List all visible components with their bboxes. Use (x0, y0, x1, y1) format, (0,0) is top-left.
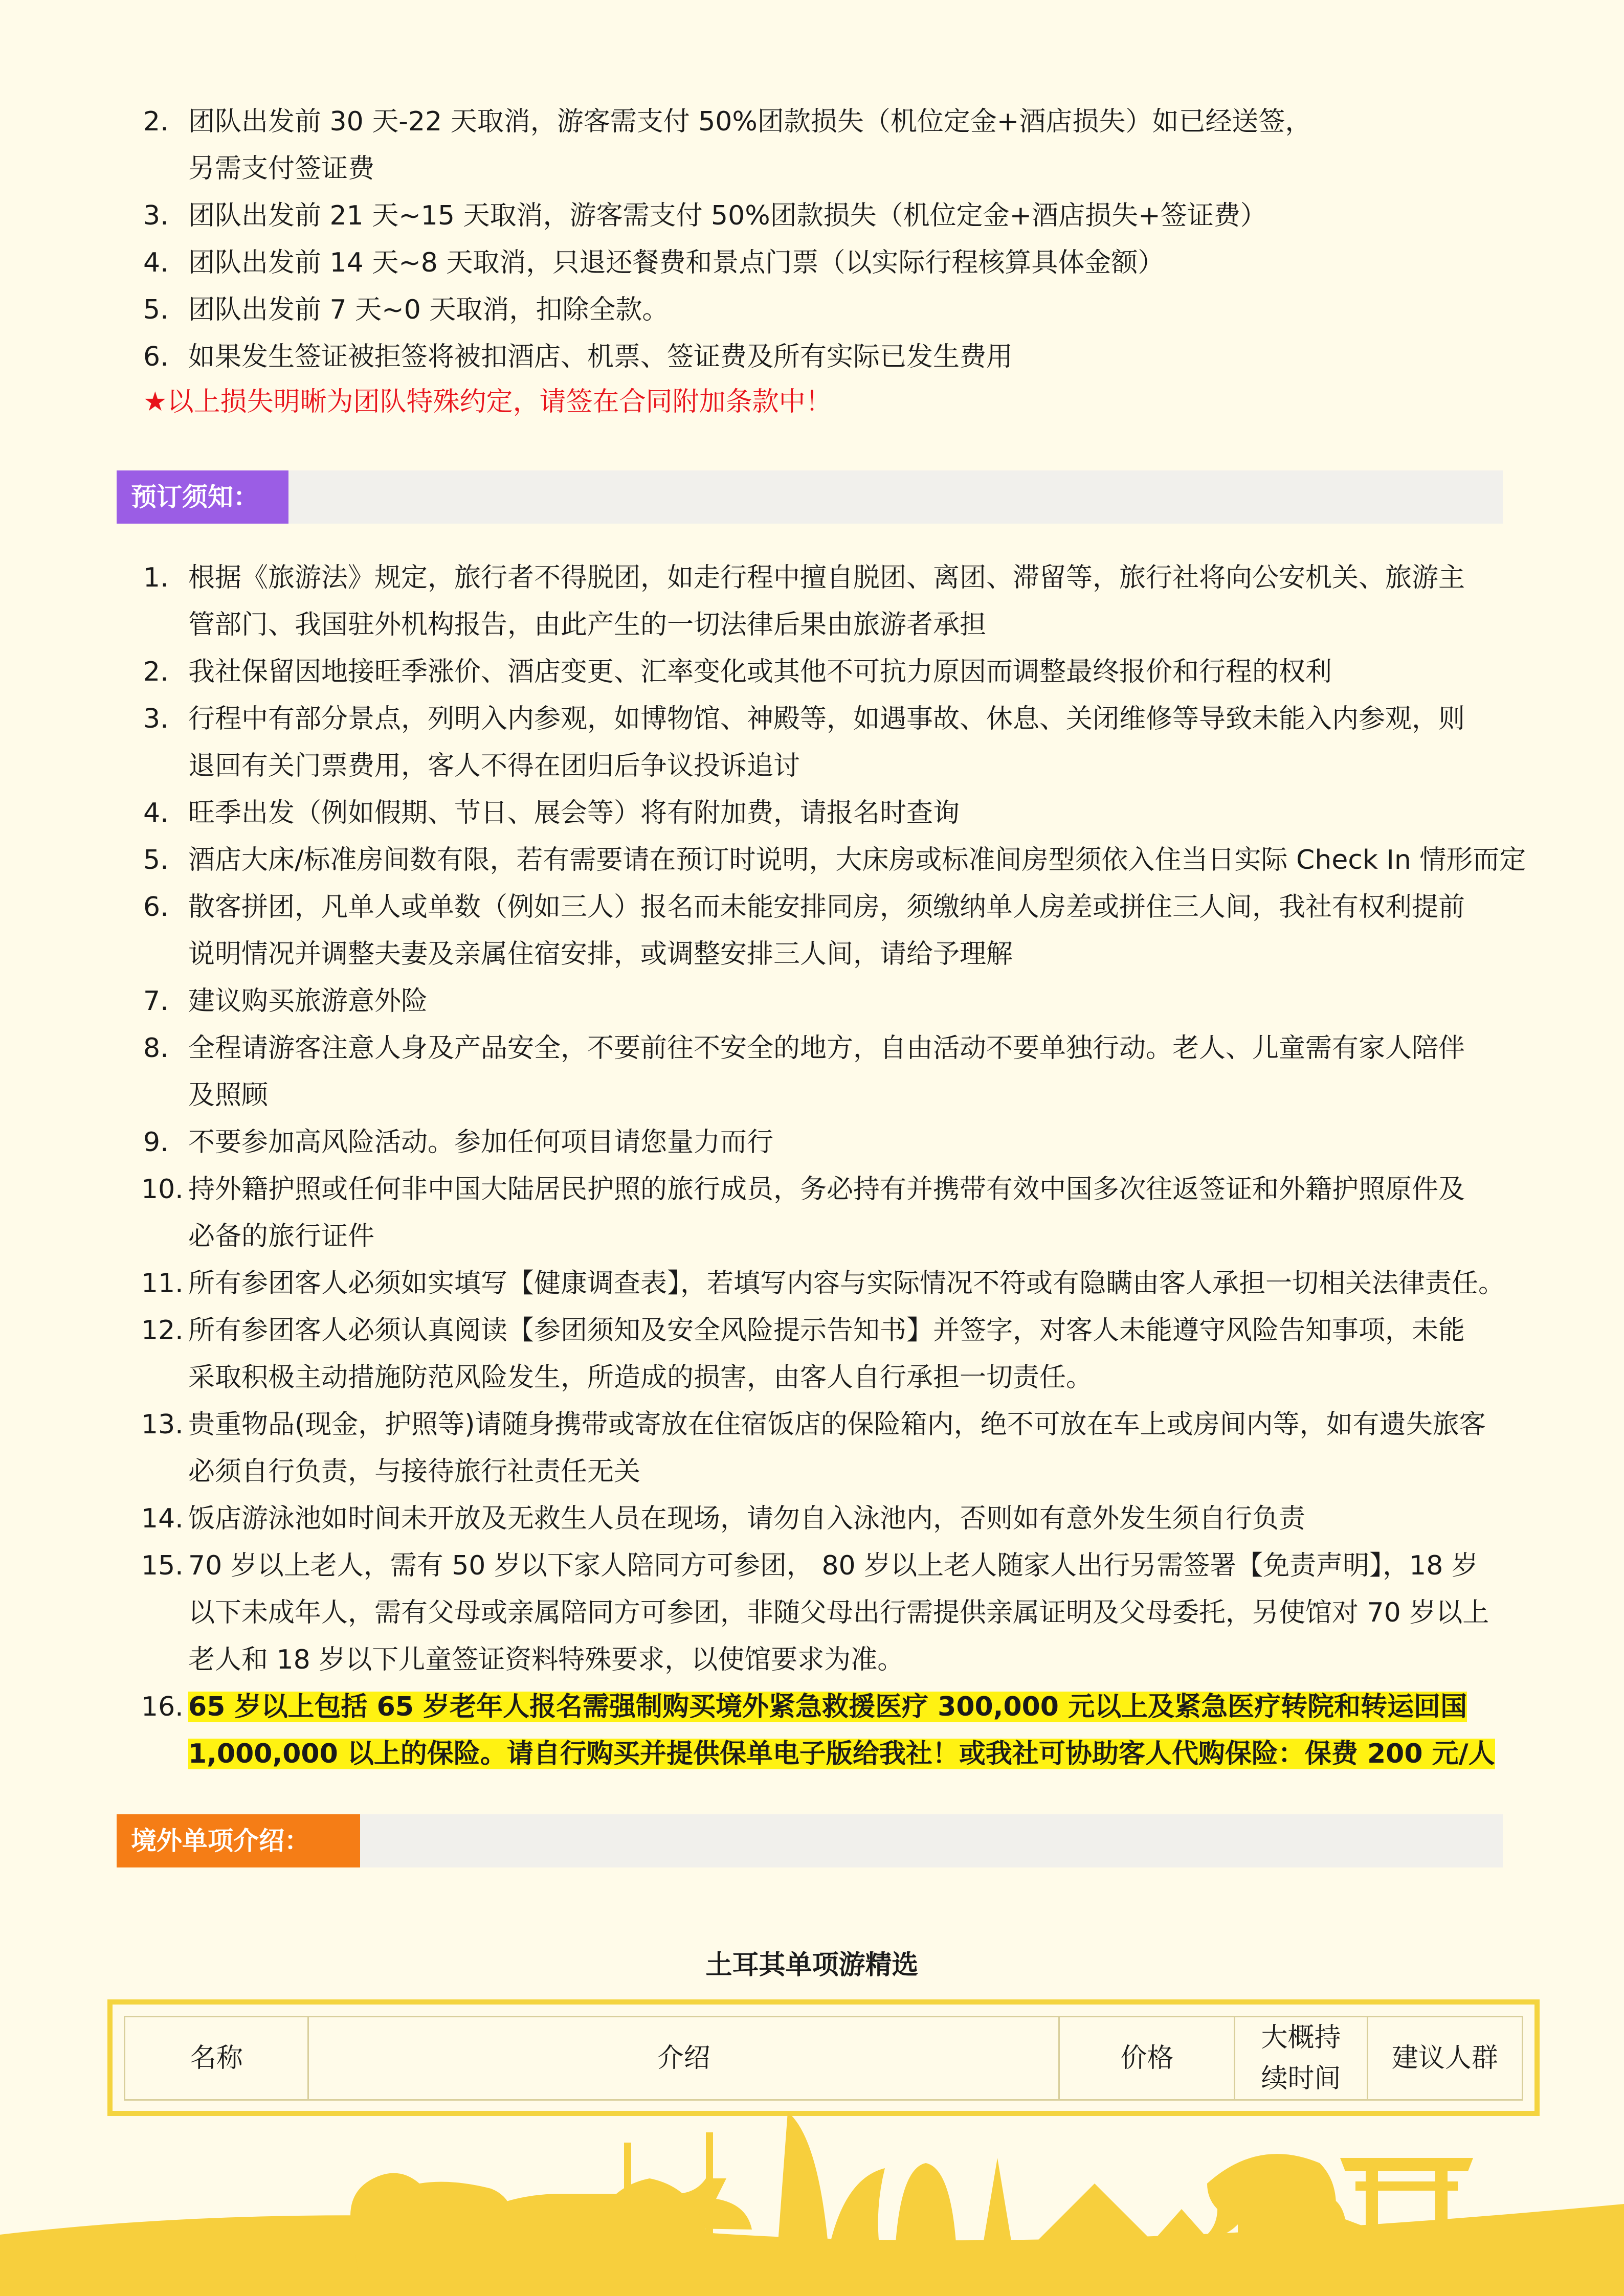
section-tag-booking: 预订须知： (117, 470, 288, 524)
highlighted-text: 1,000,000 以上的保险。请自行购买并提供保单电子版给我社！或我社可协助客人代购保险：保费 200 元/人 (188, 1739, 1495, 1769)
item-number: 3. (143, 704, 169, 734)
item-number: 1. (143, 562, 169, 593)
item-number: 7. (143, 986, 169, 1017)
item-text: 以下未成年人，需有父母或亲属陪同方可参团，非随父母出行需提供亲属证明及父母委托，另使馆对 70 岁以上 (188, 1597, 1489, 1628)
item-text: 贵重物品(现金，护照等)请随身携带或寄放在住宿饭店的保险箱内，绝不可放在车上或房间内等，如有遗失旅客 (188, 1409, 1486, 1440)
item-text: 所有参团客人必须如实填写【健康调查表】，若填写内容与实际情况不符或有隐瞒由客人承担一切相关法律责任。 (188, 1268, 1505, 1299)
list-item (143, 554, 1565, 648)
item-text: 旺季出发（例如假期、节日、展会等）将有附加费，请报名时查询 (188, 798, 960, 828)
item-text: 必备的旅行证件 (188, 1221, 375, 1252)
item-text: 团队出发前 14 天~8 天取消，只退还餐费和景点门票（以实际行程核算具体金额） (188, 247, 1165, 278)
item-text: 根据《旅游法》规定，旅行者不得脱团，如走行程中擅自脱团、离团、滞留等，旅行社将向公安机关、旅游主 (188, 562, 1465, 593)
item-number: 16. (141, 1692, 184, 1722)
item-text: 行程中有部分景点，列明入内参观，如博物馆、神殿等，如遇事故、休息、关闭维修等导致未能入内参观，则 (188, 704, 1465, 734)
item-number: 2. (143, 106, 169, 137)
item-text: 说明情况并调整夫妻及亲属住宿安排，或调整安排三人间，请给予理解 (188, 939, 1013, 970)
item-number: 9. (143, 1127, 169, 1158)
item-text: 另需支付签证费 (188, 153, 375, 184)
item-number: 15. (141, 1550, 184, 1581)
item-text: 70 岁以上老人，需有 50 岁以下家人陪同方可参团， 80 岁以上老人随家人出行另需签署【免责声明】，18 岁 (188, 1550, 1478, 1581)
item-text: 建议购买旅游意外险 (188, 986, 428, 1017)
list-item (143, 1025, 1565, 1119)
list-item (143, 884, 1565, 978)
skyline-decoration (0, 2081, 1624, 2296)
list-item (143, 695, 1565, 790)
item-text: 酒店大床/标准房间数有限，若有需要请在预订时说明，大床房或标准间房型须依入住当日实际 Check In 情形而定 (188, 845, 1526, 875)
item-number: 2. (143, 657, 169, 687)
item-number: 4. (143, 247, 169, 278)
cancellation-note: ★以上损失明晰为团队特殊约定，请签在合同附加条款中！ (143, 387, 832, 417)
col-header-intro: 介绍 (308, 2017, 1059, 2100)
list-item (143, 333, 1565, 380)
item-text: 全程请游客注意人身及产品安全，不要前往不安全的地方，自由活动不要单独行动。老人、儿童需有家人陪伴 (188, 1033, 1465, 1064)
list-item-highlight (143, 1683, 1565, 1777)
item-text: 团队出发前 7 天~0 天取消，扣除全款。 (188, 295, 669, 325)
item-text: 及照顾 (188, 1080, 269, 1111)
list-item (143, 98, 1565, 192)
item-number: 13. (141, 1409, 184, 1440)
list-item (143, 1260, 1565, 1307)
col-header-duration-line2: 续时间 (1261, 2063, 1341, 2094)
cancellation-list (143, 98, 1565, 380)
list-item (143, 286, 1565, 333)
list-item (143, 648, 1565, 695)
item-text: 团队出发前 30 天-22 天取消，游客需支付 50%团款损失（机位定金+酒店损失）如已经送签， (188, 106, 1312, 137)
item-text: 所有参团客人必须认真阅读【参团须知及安全风险提示告知书】并签字，对客人未能遵守风险告知事项，未能 (188, 1315, 1465, 1346)
item-number: 5. (143, 845, 169, 875)
list-item (143, 192, 1565, 239)
item-number: 8. (143, 1033, 169, 1064)
item-text: 退回有关门票费用，客人不得在团归后争议投诉追讨 (188, 751, 800, 781)
col-header-audience: 建议人群 (1367, 2017, 1522, 2100)
item-number: 5. (143, 295, 169, 325)
item-text: 我社保留因地接旺季涨价、酒店变更、汇率变化或其他不可抗力原因而调整最终报价和行程的权利 (188, 657, 1332, 687)
list-item (143, 1166, 1565, 1260)
col-header-name: 名称 (125, 2017, 308, 2100)
booking-list (143, 554, 1565, 1777)
item-text: 不要参加高风险活动。参加任何项目请您量力而行 (188, 1127, 774, 1158)
item-number: 12. (141, 1315, 184, 1346)
item-text: 采取积极主动措施防范风险发生，所造成的损害，由客人自行承担一切责任。 (188, 1362, 1093, 1393)
skyline-silhouette-icon (0, 2112, 1624, 2296)
list-item (143, 790, 1565, 837)
item-number: 6. (143, 892, 169, 922)
item-text: 老人和 18 岁以下儿童签证资料特殊要求，以使馆要求为准。 (188, 1645, 904, 1675)
list-item (143, 1542, 1565, 1683)
item-text: 持外籍护照或任何非中国大陆居民护照的旅行成员，务必持有并携带有效中国多次往返签证和外籍护照原件及 (188, 1174, 1465, 1205)
list-item (143, 1401, 1565, 1495)
item-text: 必须自行负责，与接待旅行社责任无关 (188, 1456, 641, 1487)
table-title: 土耳其单项游精选 (705, 1950, 919, 1980)
section-header-excursions (117, 1814, 1503, 1867)
item-text: 团队出发前 21 天~15 天取消，游客需支付 50%团款损失（机位定金+酒店损失+签证费） (188, 200, 1267, 231)
list-item (143, 837, 1565, 884)
list-item (143, 1495, 1565, 1542)
col-header-duration-line1: 大概持 (1261, 2022, 1341, 2053)
list-item (143, 239, 1565, 286)
item-number: 6. (143, 342, 169, 372)
highlighted-text: 65 岁以上包括 65 岁老年人报名需强制购买境外紧急救援医疗 300,000 元以上及紧急医疗转院和转运回国 (188, 1692, 1467, 1722)
item-number: 4. (143, 798, 169, 828)
item-text: 管部门、我国驻外机构报告，由此产生的一切法律后果由旅游者承担 (188, 610, 987, 640)
col-header-price: 价格 (1059, 2017, 1235, 2100)
section-header-booking (117, 470, 1503, 524)
list-item (143, 978, 1565, 1025)
item-number: 11. (141, 1268, 184, 1299)
item-number: 3. (143, 200, 169, 231)
item-text: 饭店游泳池如时间未开放及无救生人员在现场，请勿自入泳池内，否则如有意外发生须自行负责 (188, 1503, 1306, 1534)
item-text: 散客拼团，凡单人或单数（例如三人）报名而未能安排同房，须缴纳单人房差或拼住三人间，我社有权利提前 (188, 892, 1465, 922)
section-tag-excursions: 境外单项介绍： (117, 1814, 360, 1867)
list-item (143, 1119, 1565, 1166)
item-text: 如果发生签证被拒签将被扣酒店、机票、签证费及所有实际已发生费用 (188, 342, 1013, 372)
item-number: 14. (141, 1503, 184, 1534)
item-number: 10. (141, 1174, 184, 1205)
list-item (143, 1307, 1565, 1401)
